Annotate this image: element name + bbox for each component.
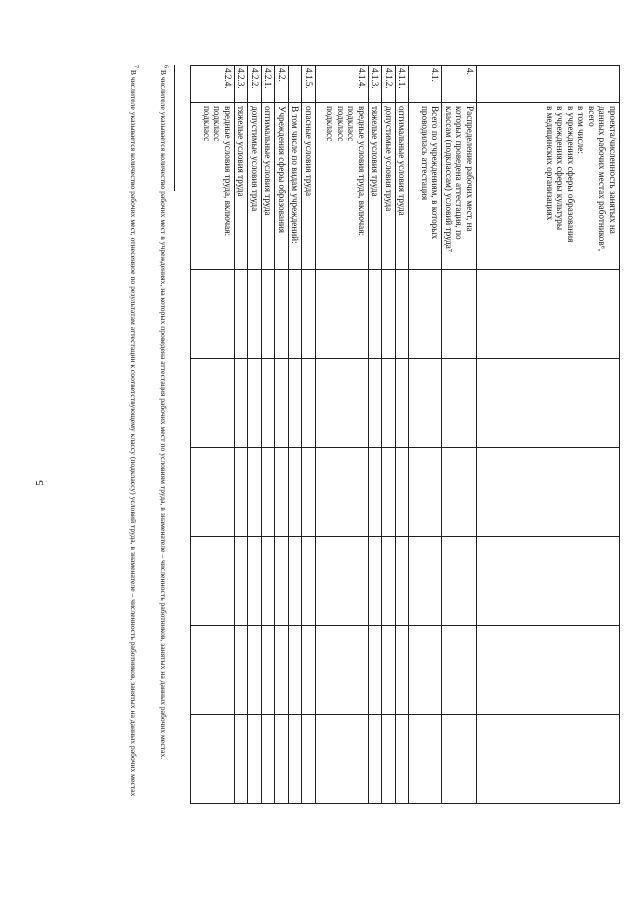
row-label — [369, 103, 383, 270]
row-label — [382, 103, 396, 270]
value-cell — [275, 448, 289, 537]
value-cell — [409, 448, 442, 537]
row-label-line: тяжелые условия труда — [236, 106, 247, 197]
value-cell — [409, 715, 442, 804]
value-cell — [382, 626, 396, 715]
value-cell — [382, 537, 396, 626]
row-number: 4.2.1. — [262, 66, 276, 103]
row-label — [316, 103, 369, 270]
value-cell — [442, 448, 477, 537]
value-cell — [369, 448, 383, 537]
row-label-line: вредные условия труда, включая: — [223, 106, 233, 236]
value-cell — [409, 626, 442, 715]
value-cell — [262, 448, 276, 537]
value-cell — [302, 626, 316, 715]
footnote-7 — [129, 65, 138, 807]
row-label-line: оптимальные условия труда — [263, 106, 274, 216]
value-cell — [409, 359, 442, 448]
value-cell — [382, 715, 396, 804]
value-cell — [191, 448, 235, 537]
table-row — [316, 66, 369, 804]
row-label-line: подкласс — [346, 106, 357, 142]
table-row — [477, 66, 620, 804]
row-number: 4.1. — [409, 66, 442, 103]
value-cell — [442, 715, 477, 804]
value-cell — [316, 359, 369, 448]
row-number — [289, 66, 303, 103]
value-cell — [302, 537, 316, 626]
value-cell — [369, 715, 383, 804]
row-label-line: допустимые условия труда — [250, 106, 260, 212]
row-label-line: которых проведена аттестация, по — [454, 106, 465, 240]
table-row — [302, 66, 316, 804]
row-label — [442, 103, 477, 270]
table-row — [191, 66, 235, 804]
value-cell — [289, 359, 303, 448]
value-cell — [409, 270, 442, 359]
value-cell — [382, 448, 396, 537]
value-cell — [275, 359, 289, 448]
row-label-line: Всего по учреждениям, в которых — [430, 106, 441, 240]
value-cell — [316, 537, 369, 626]
table-row — [248, 66, 262, 804]
footnote-7-text: В числителе указывается количество рабочих мест, отнесенное по результатам аттестации к соответствующему классу (подклассу) условий труда, в знаменателе – численность работников, занятых на данных рабочих местах — [129, 69, 138, 797]
value-cell — [477, 270, 620, 359]
footnote-separator — [174, 65, 175, 191]
table-row — [275, 66, 289, 804]
row-number: 4.1.2. — [382, 66, 396, 103]
value-cell — [369, 359, 383, 448]
value-cell — [275, 537, 289, 626]
rotated-page-content — [60, 65, 620, 807]
value-cell — [477, 715, 620, 804]
row-label-line: допустимые условия труда — [384, 106, 394, 212]
value-cell — [235, 270, 249, 359]
row-label-line: в учреждениях сферы культуры — [555, 106, 566, 231]
value-cell — [248, 359, 262, 448]
footnote-6 — [159, 65, 168, 807]
value-cell — [369, 270, 383, 359]
value-cell — [191, 359, 235, 448]
row-label — [396, 103, 410, 270]
row-label-line: данных рабочих местах работников⁶, — [597, 106, 608, 252]
value-cell — [235, 359, 249, 448]
row-label-line: Распределение рабочих мест, на — [465, 106, 475, 232]
value-cell — [316, 626, 369, 715]
row-label — [262, 103, 276, 270]
value-cell — [289, 270, 303, 359]
row-number: 4.1.4. — [316, 66, 369, 103]
value-cell — [442, 270, 477, 359]
value-cell — [248, 626, 262, 715]
value-cell — [235, 537, 249, 626]
row-number: 4.1.5. — [302, 66, 316, 103]
row-label — [302, 103, 316, 270]
value-cell — [289, 537, 303, 626]
table-row — [442, 66, 477, 804]
row-label-line: проводилась аттестация — [420, 106, 430, 201]
value-cell — [262, 359, 276, 448]
row-label-line: В том числе по видам учреждений: — [290, 106, 301, 244]
value-cell — [396, 359, 410, 448]
value-cell — [289, 448, 303, 537]
value-cell — [191, 715, 235, 804]
row-label-line: в том числе: — [576, 106, 587, 154]
row-label — [409, 103, 442, 270]
value-cell — [191, 270, 235, 359]
value-cell — [396, 537, 410, 626]
value-cell — [262, 626, 276, 715]
row-number — [477, 66, 620, 103]
table-row — [289, 66, 303, 804]
value-cell — [248, 270, 262, 359]
value-cell — [289, 715, 303, 804]
value-cell — [477, 537, 620, 626]
value-cell — [235, 448, 249, 537]
data-table — [190, 65, 620, 804]
value-cell — [235, 715, 249, 804]
value-cell — [262, 270, 276, 359]
value-cell — [409, 537, 442, 626]
value-cell — [396, 448, 410, 537]
value-cell — [316, 448, 369, 537]
row-number: 4.2.3. — [235, 66, 249, 103]
footnote-6-text: В числителе указывается количество рабочих мест в учреждениях, на которых проведена аттестация рабочих мест по условиям труда, в знаменателе – численность работников, занятых на данных рабочих местах. — [159, 69, 168, 760]
page-number: 5 — [34, 480, 46, 486]
row-label-line: подкласс — [202, 106, 212, 142]
row-label — [235, 103, 249, 270]
row-label — [191, 103, 235, 270]
footnote-7-mark: 7 — [132, 65, 139, 68]
table-row — [409, 66, 442, 804]
value-cell — [289, 626, 303, 715]
table-row — [382, 66, 396, 804]
value-cell — [477, 359, 620, 448]
value-cell — [248, 715, 262, 804]
value-cell — [396, 715, 410, 804]
value-cell — [262, 537, 276, 626]
table-row — [262, 66, 276, 804]
table-row — [235, 66, 249, 804]
row-number: 4.2.4. — [191, 66, 235, 103]
value-cell — [248, 537, 262, 626]
table-row — [369, 66, 383, 804]
row-label-line: опасные условия труда — [304, 106, 314, 197]
value-cell — [396, 626, 410, 715]
value-cell — [275, 715, 289, 804]
footnote-6-mark: 6 — [162, 65, 169, 68]
row-label — [275, 103, 289, 270]
value-cell — [248, 448, 262, 537]
row-label-line: вредные условия труда, включая: — [357, 106, 367, 236]
row-label-line: в медицинских организациях — [545, 106, 555, 221]
row-number: 4.2.2. — [248, 66, 262, 103]
row-label-line: подкласс — [336, 106, 346, 142]
value-cell — [302, 448, 316, 537]
row-label-line: оптимальные условия труда — [397, 106, 408, 216]
row-label-line: тяжелые условия труда — [370, 106, 381, 197]
value-cell — [235, 626, 249, 715]
value-cell — [442, 537, 477, 626]
row-label-line: классам (подклассам) условий труда⁷ — [444, 106, 454, 253]
row-label — [477, 103, 620, 270]
value-cell — [369, 626, 383, 715]
value-cell — [316, 715, 369, 804]
value-cell — [302, 715, 316, 804]
value-cell — [275, 626, 289, 715]
value-cell — [316, 270, 369, 359]
value-cell — [262, 715, 276, 804]
row-label — [289, 103, 303, 270]
row-number: 4.1.3. — [369, 66, 383, 103]
value-cell — [382, 359, 396, 448]
value-cell — [442, 359, 477, 448]
value-cell — [191, 626, 235, 715]
row-label — [248, 103, 262, 270]
row-label-line: Учреждения сферы образования — [277, 106, 287, 234]
row-number: 4.1.1. — [396, 66, 410, 103]
value-cell — [191, 537, 235, 626]
row-label-line: в учреждениях сферы образования — [566, 106, 576, 243]
value-cell — [382, 270, 396, 359]
row-label-line: подкласс — [325, 106, 336, 142]
row-number: 4. — [442, 66, 477, 103]
row-number: 4.2. — [275, 66, 289, 103]
value-cell — [275, 270, 289, 359]
value-cell — [302, 359, 316, 448]
value-cell — [369, 537, 383, 626]
table-row — [396, 66, 410, 804]
row-label-line: проекта/численность занятых на — [608, 106, 618, 234]
value-cell — [396, 270, 410, 359]
value-cell — [302, 270, 316, 359]
value-cell — [442, 626, 477, 715]
value-cell — [477, 448, 620, 537]
value-cell — [477, 626, 620, 715]
row-label-line: подкласс — [212, 106, 223, 142]
row-label-line: всего — [587, 106, 597, 127]
